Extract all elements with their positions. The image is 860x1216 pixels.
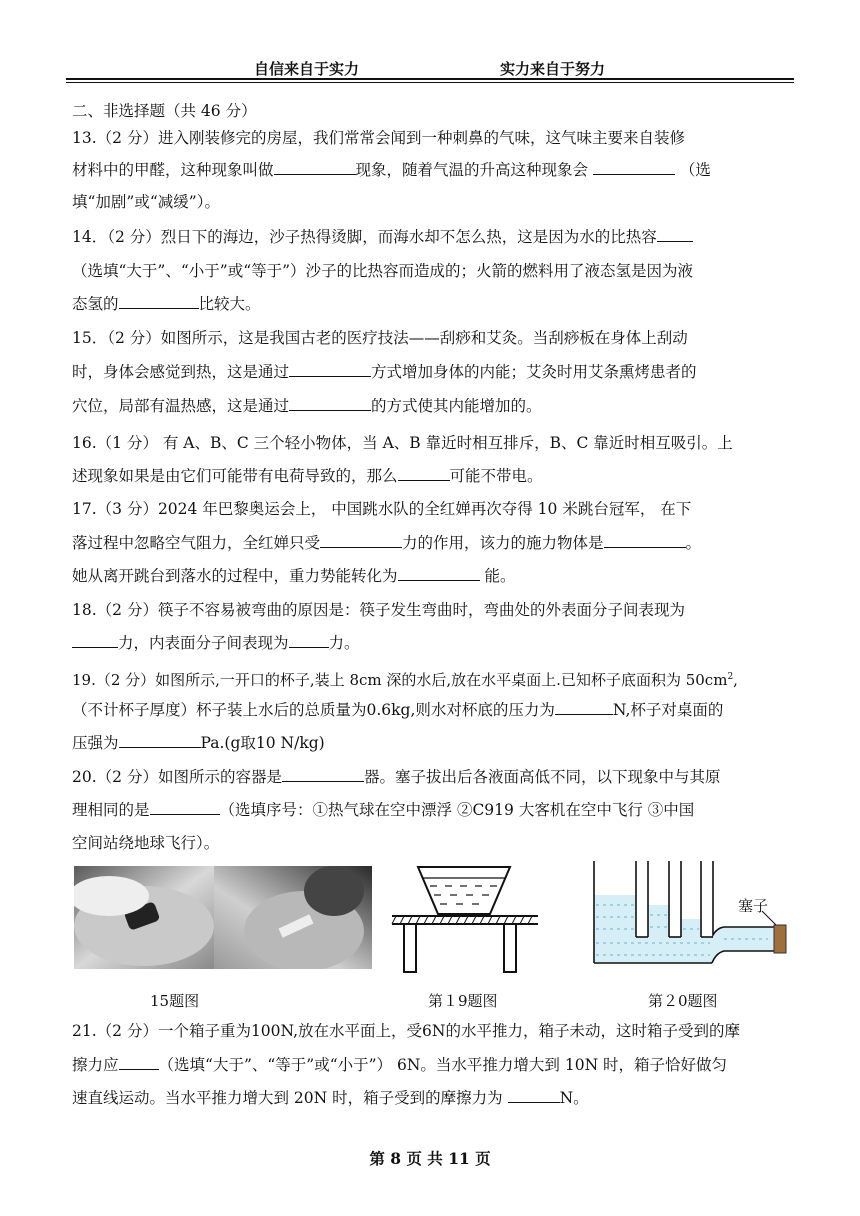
cup-diagram [390, 864, 540, 974]
q13-line3: 填“加剧”或“减缓”）。 [72, 193, 220, 211]
q14-line1 [72, 227, 693, 247]
q15-line2 [72, 362, 697, 382]
q14-blank-1[interactable] [657, 227, 693, 242]
q18-line2 [72, 633, 360, 653]
q21-line2 [72, 1055, 727, 1075]
q19-line3 [72, 733, 325, 753]
q21-text-b: （选填“大于”、“等于”或“小于”） 6N。当水平推力增大到 10N 时，箱子恰好做匀 [158, 1056, 728, 1074]
q15-blank-2[interactable] [289, 396, 371, 411]
q21-line1: 21.（2 分）一个箱子重为100N,放在水平面上，受6N的水平推力，箱子未动，这时箱子受到的摩 [72, 1022, 740, 1040]
q14-text-a: 14．（2 分）烈日下的海边，沙子热得烫脚，而海水却不怎么热，这是因为水的比热容 [72, 228, 657, 246]
q17-text-c: 。 [685, 534, 702, 552]
section-title: 二、非选择题（共 46 分） [72, 102, 257, 120]
q16-text-b: 可能不带电。 [449, 467, 543, 485]
stopper-label: 塞子 [738, 898, 769, 915]
q18-blank-1[interactable] [72, 633, 118, 648]
q20-blank-1[interactable] [282, 767, 364, 782]
q16-line2 [72, 466, 543, 486]
q19-text-a: 19.（2 分）如图所示,一开口的杯子,装上 8cm 深的水后,放在水平桌面上.已知杯子底面积为 50cm [72, 671, 728, 689]
q17-line1: 17.（3 分）2024 年巴黎奥运会上， 中国跳水队的全红婵再次夺得 10 米跳台冠军， 在下 [72, 500, 692, 518]
q21-text-a: 擦力应 [72, 1056, 119, 1074]
q20-blank-2[interactable] [150, 800, 220, 815]
q15-line1: 15．（2 分）如图所示，这是我国古老的医疗技法——刮痧和艾灸。当刮痧板在身体上刮动 [72, 329, 688, 347]
q17-blank-3[interactable] [398, 566, 480, 581]
q19-blank-1[interactable] [555, 700, 613, 715]
caption-figure-15: 15题图 [150, 992, 200, 1010]
q19-superscript: 2 [727, 672, 734, 682]
q14-text-b: 态氢的 [72, 295, 119, 313]
header-left-motto: 自信来自于实力 [254, 60, 360, 78]
q19-text-c: （不计杯子厚度）杯子装上水后的总质量为0.6kg,则水对杯底的压力为 [72, 701, 555, 719]
caption-figure-20: 第２0题图 [648, 992, 718, 1010]
q19-text-f: Pa.(g取10 N/kg) [200, 734, 325, 752]
page-number-footer: 第 8 页 共 11 页 [369, 1149, 491, 1168]
q18-line1: 18.（2 分）筷子不容易被弯曲的原因是：筷子发生弯曲时，弯曲处的外表面分子间表现为 [72, 601, 685, 619]
q17-text-a: 落过程中忽略空气阻力，全红婵只受 [72, 534, 321, 552]
q15-text-b: 方式增加身体的内能；艾灸时用艾条熏烤患者的 [371, 363, 697, 381]
q16-line1: 16.（1 分） 有 A、B、C 三个轻小物体，当 A、B 靠近时相互排斥，B、C 靠近时相互吸引。上 [72, 434, 733, 452]
q19-text-b: , [733, 671, 738, 689]
connected-vessel-diagram [588, 855, 793, 975]
q17-text-d: 她从离开跳台到落水的过程中，重力势能转化为 [72, 567, 398, 585]
q20-text-c: 理相同的是 [72, 801, 150, 819]
q21-blank-1[interactable] [119, 1055, 159, 1070]
header-rule-thin [66, 82, 794, 83]
q13-text-c: （选 [679, 161, 711, 179]
q20-line3: 空间站绕地球飞行）。 [72, 834, 220, 852]
q17-line2 [72, 533, 701, 553]
figure-20-connected-vessel [588, 855, 793, 975]
q21-text-c: 速直线运动。当水平推力增大到 20N 时，箱子受到的摩擦力为 [72, 1089, 508, 1107]
q14-text-c: 比较大。 [198, 295, 261, 313]
q17-blank-2[interactable] [604, 533, 686, 548]
q13-line1: 13.（2 分）进入刚装修完的房屋，我们常常会闻到一种刺鼻的气味，这气味主要来自装修 [72, 129, 685, 147]
q18-blank-2[interactable] [289, 633, 329, 648]
q21-blank-2[interactable] [508, 1088, 560, 1103]
header-right-motto: 实力来自于努力 [500, 60, 606, 78]
q21-text-d: N。 [559, 1089, 589, 1107]
q18-text-b: 力。 [328, 634, 360, 652]
q15-blank-1[interactable] [289, 362, 371, 377]
q19-text-d: N,杯子对桌面的 [612, 701, 724, 719]
q21-line3 [72, 1088, 589, 1108]
q15-line3 [72, 396, 542, 416]
q13-text-a: 材料中的甲醛，这种现象叫做 [72, 161, 274, 179]
q16-text-a: 述现象如果是由它们可能带有电荷导致的，那么 [72, 467, 398, 485]
q17-line3 [72, 566, 515, 586]
q20-line2 [72, 800, 694, 820]
q15-text-a: 时，身体会感觉到热，这是通过 [72, 363, 290, 381]
figure-15-photos [74, 866, 372, 969]
header-rule-thick [66, 78, 794, 80]
q13-text-b: 现象，随着气温的升高这种现象会 [355, 161, 589, 179]
q19-line1 [72, 667, 738, 690]
q20-text-b: 器。塞子拔出后各液面高低不同，以下现象中与其原 [363, 768, 721, 786]
q14-line2: （选填“大于”、“小于”或“等于”）沙子的比热容而造成的；火箭的燃料用了液态氢是因为液 [72, 262, 694, 280]
guasha-moxibustion-photo [74, 866, 372, 969]
q18-text-a: 力，内表面分子间表现为 [118, 634, 289, 652]
q16-blank-1[interactable] [398, 466, 450, 481]
q13-line2 [72, 160, 711, 180]
q20-text-d: （选填序号：①热气球在空中漂浮 ②C919 大客机在空中飞行 ③中国 [219, 801, 695, 819]
q19-text-e: 压强为 [72, 734, 119, 752]
q17-blank-1[interactable] [320, 533, 402, 548]
q14-blank-2[interactable] [119, 294, 199, 309]
figure-19-cup-on-table [390, 864, 540, 974]
q19-blank-2[interactable] [119, 733, 201, 748]
q15-text-d: 的方式使其内能增加的。 [371, 397, 542, 415]
q20-line1 [72, 767, 720, 787]
q20-text-a: 20.（2 分）如图所示的容器是 [72, 768, 282, 786]
q13-blank-2[interactable] [593, 160, 675, 175]
q15-text-c: 穴位，局部有温热感，这是通过 [72, 397, 290, 415]
q17-text-b: 力的作用，该力的施力物体是 [402, 534, 604, 552]
q14-line3 [72, 294, 261, 314]
caption-figure-19: 第１9题图 [428, 992, 498, 1010]
q17-text-e: 能。 [479, 567, 516, 585]
page-header [0, 58, 860, 76]
q13-blank-1[interactable] [274, 160, 356, 175]
q19-line2 [72, 700, 723, 720]
